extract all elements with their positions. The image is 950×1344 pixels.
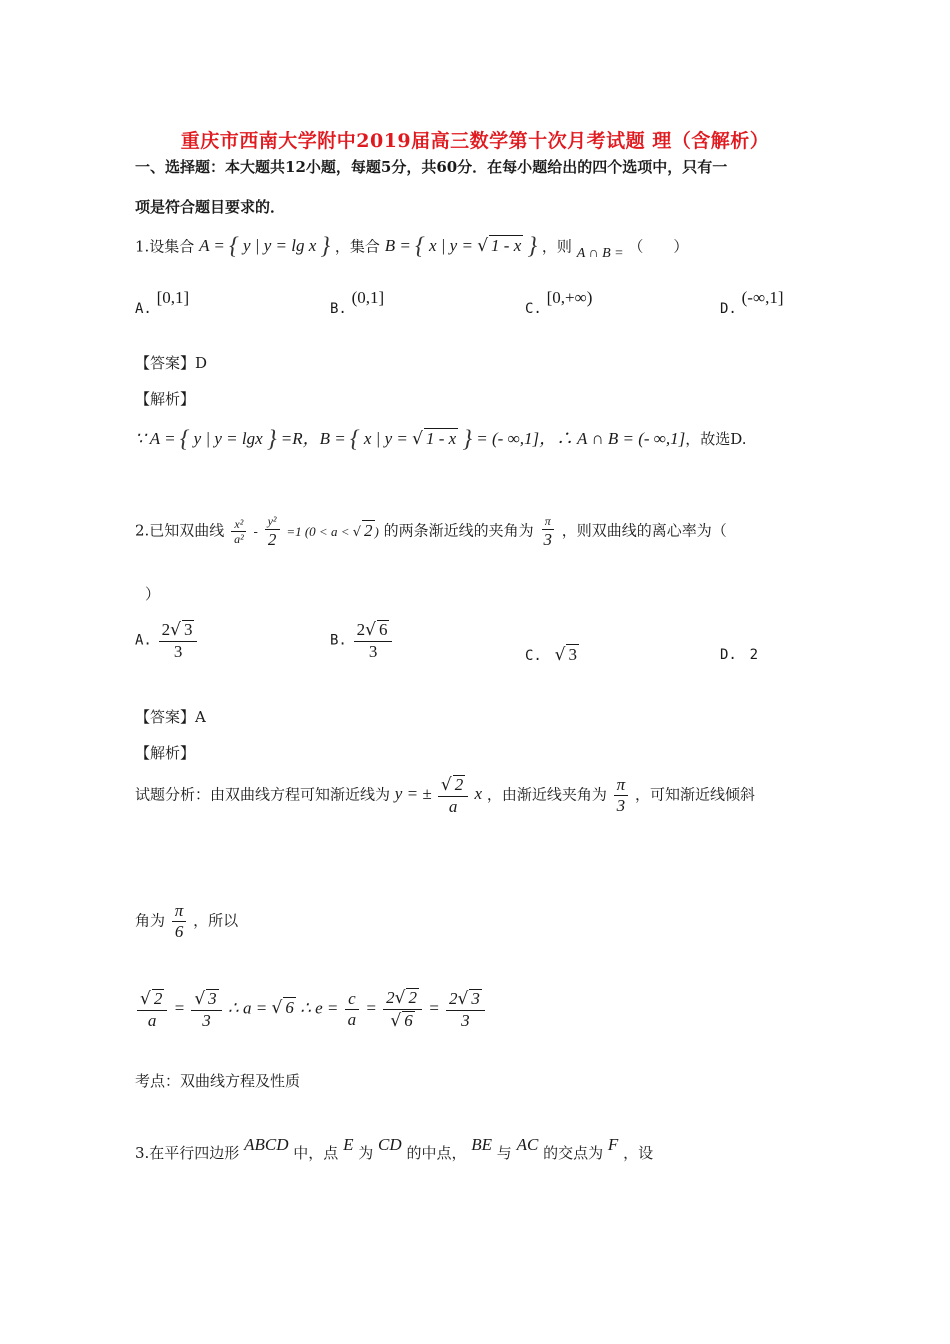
x2-over-a2: $\frac{\text{x²}}{\text{a²}}$ bbox=[231, 518, 247, 546]
q2-prefix: 2.已知双曲线 bbox=[135, 521, 225, 540]
q1-analysis-heading: 【解析】 bbox=[135, 390, 196, 408]
question-3-stem: 3.在平行四边形 ABCD 中，点 E 为 CD 的中点， BE 与 AC 的交点为 F ，设 bbox=[135, 1135, 654, 1162]
q2-answer: 【答案】A bbox=[135, 708, 206, 726]
pi-over-6: $\frac{\pi}{6}$ bbox=[172, 902, 187, 941]
set-b-formula: B = { x | y = √ 1 - x } bbox=[384, 234, 538, 260]
q1-answer: 【答案】D bbox=[135, 354, 208, 372]
q1-suffix: ，则 bbox=[541, 237, 572, 256]
q1-mid: ，集合 bbox=[334, 237, 380, 256]
q1-prefix: 1.设集合 bbox=[135, 237, 195, 256]
q2-mid: 的两条渐近线的夹角为 bbox=[383, 521, 534, 540]
set-a-formula: A = { y | y = lg x } bbox=[199, 234, 331, 260]
q2-suffix: ，则双曲线的离心率为（ bbox=[561, 521, 727, 540]
q1-option-c[interactable]: C. [0,+∞) bbox=[525, 288, 593, 317]
q1-analysis-formula: ∵ A = { y | y = lgx } =R，B = { x | y = √ 1 - x } = (- ∞,1]，∴ A ∩ B = (- ∞,1] bbox=[135, 426, 686, 453]
pi-over-3-analysis: $\frac{\pi}{3}$ bbox=[614, 776, 629, 815]
q1-option-b[interactable]: B. (0,1] bbox=[330, 288, 385, 317]
page-title: 重庆市西南大学附中2019届高三数学第十次月考试题 理（含解析） bbox=[180, 130, 770, 152]
q1-analysis-body bbox=[135, 424, 747, 454]
q2-kaodian: 考点：双曲线方程及性质 bbox=[135, 1072, 301, 1090]
pi-over-3: $\frac{\pi}{3}$ bbox=[543, 514, 552, 549]
q1-analysis-end: ，故选D. bbox=[685, 430, 747, 448]
intersection-formula: A ∩ B = bbox=[576, 246, 624, 262]
q1-option-d[interactable]: D. (-∞,1] bbox=[720, 288, 784, 317]
q2-option-d[interactable]: D. 2 bbox=[720, 647, 759, 663]
q1-option-a[interactable]: A. [0,1] bbox=[135, 288, 190, 317]
q2-option-a[interactable]: A. $\frac{2√ 3}{3}$ bbox=[135, 620, 199, 661]
q2-analysis-heading: 【解析】 bbox=[135, 744, 196, 762]
section-heading-line1: 一、选择题：本大题共12小题，每题5分，共60分．在每小题给出的四个选项中，只有一 bbox=[135, 158, 728, 176]
asymptote-formula: y = ± $\frac{√ 2}{a}$ x bbox=[394, 775, 483, 816]
q2-option-b[interactable]: B. $\frac{2√ 6}{3}$ bbox=[330, 620, 394, 661]
q2-option-c[interactable]: C. √ 3 bbox=[525, 645, 577, 665]
question-2-stem: 2.已知双曲线 $\frac{\text{x²}}{\text{a²}}$ - $\frac{\text{y²}}{2}$ =1 (0 < a < √ 2 ) 的两条渐近线的夹角为 $\frac{\pi}{3}$ ，则双曲线的离心率为（ bbox=[135, 514, 727, 549]
q2-derivation: $\frac{√ 2}{a}$ = $\frac{√ 3}{3}$ ∴ a = √ 6 ∴ e = $\frac{c}{a}$ = $\frac{2√ 2}{√ 6}$ = $\frac{2√ 3}{3}$ bbox=[135, 988, 487, 1031]
q2-close-paren: ） bbox=[145, 585, 161, 603]
section-heading-line2: 项是符合题目要求的． bbox=[135, 198, 286, 216]
y2-over-2: $\frac{\text{y²}}{2}$ bbox=[265, 515, 280, 548]
q2-analysis-line2: 角为 $\frac{\pi}{6}$ ，所以 bbox=[135, 901, 239, 941]
q1-paren: （ ） bbox=[628, 237, 689, 256]
hyperbola-condition: =1 (0 < a < √ 2 ) bbox=[286, 520, 379, 540]
q2-analysis-line1: 试题分析：由双曲线方程可知渐近线为 y = ± $\frac{√ 2}{a}$ x ，由渐近线夹角为 $\frac{\pi}{3}$ ，可知渐近线倾斜 bbox=[135, 774, 755, 816]
question-1-stem bbox=[135, 234, 688, 261]
